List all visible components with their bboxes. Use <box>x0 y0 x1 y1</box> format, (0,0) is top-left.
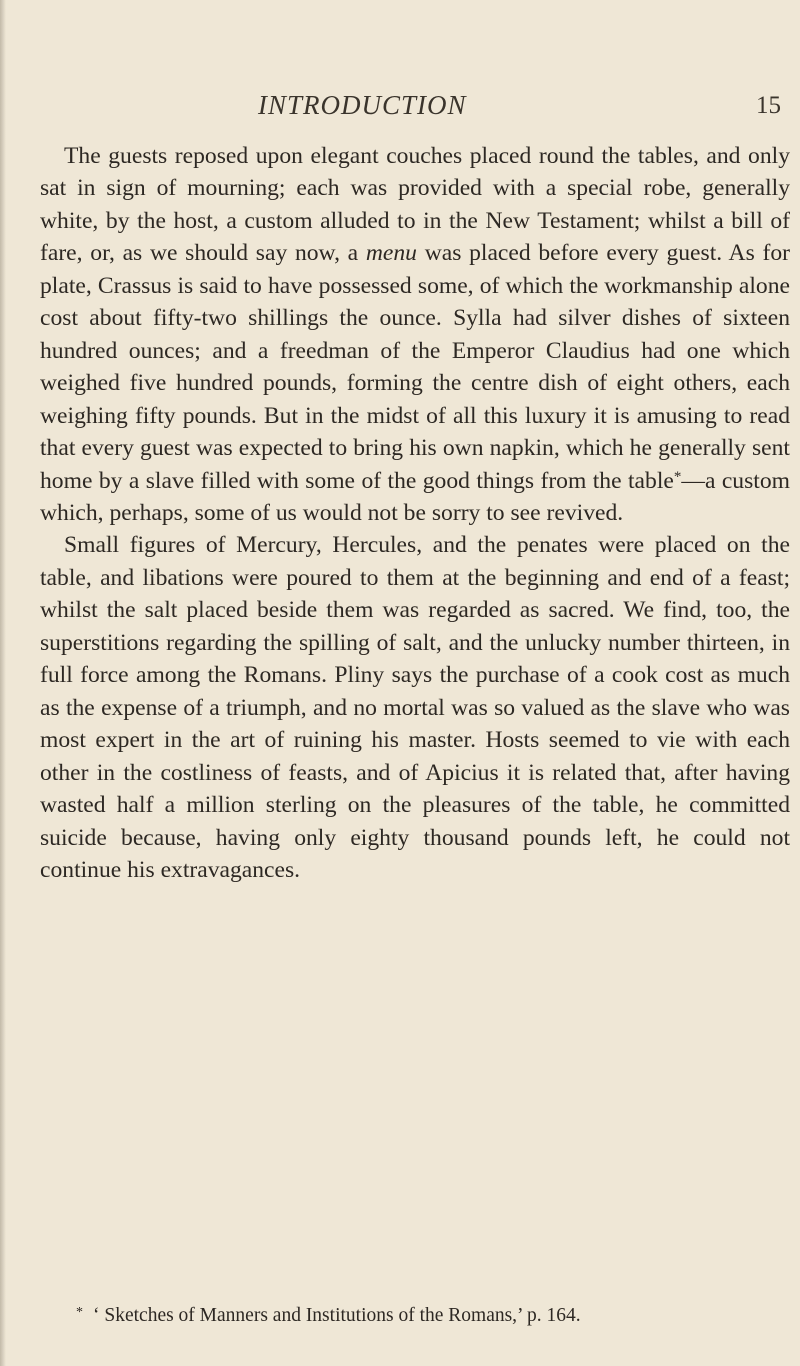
page-edge-shadow <box>0 0 6 1366</box>
paragraph-1 <box>40 140 790 529</box>
paragraph-1-part-3: —a custom which, perhaps, some of us would not be sorry to see revived. <box>40 467 790 526</box>
footnote-reference-mark: * <box>673 468 682 485</box>
footnote-mark: * <box>76 1305 83 1320</box>
footnote-text: ‘ Sketches of Manners and Institutions of the Romans,’ p. 164. <box>93 1305 581 1326</box>
paragraph-1-part-1: The guests reposed upon elegant couches placed round the tables, and only sat in sign of mourning; each was provided with a special robe, generally white, by the host, a custom alluded to in the New Testament; whilst a bill of fare, or, as we should say now, a <box>40 143 790 267</box>
paragraph-1-part-2: was placed before every guest. As for plate, Crassus is said to have possessed some, of which the workmanship alone cost about fifty-two shillings the ounce. Sylla had silver dishes of sixteen hundred ounces; and a freedman of the Emperor Claudius had one which weighed five hundred pounds, forming the centre dish of eight others, each weighing fifty pounds. But in the midst of all this luxury it is amusing to read that every guest was expected to bring his own napkin, which he generally sent home by a slave filled with some of the good things from the table <box>40 240 790 494</box>
body-text <box>40 140 790 886</box>
page-header <box>258 90 781 134</box>
italic-word-menu: menu <box>365 240 417 267</box>
paragraph-2: Small figures of Mercury, Hercules, and the penates were placed on the table, and libations were poured to them at the beginning and end of a feast; whilst the salt placed beside them was regarded as sacred. We find, too, the superstitions regarding the spilling of salt, and the unlucky number thirteen, in full force among the Romans. Pliny says the purchase of a cook cost as much as the expense of a triumph, and no mortal was so valued as the slave who was most expert in the art of ruining his master. Hosts seemed to vie with each other in the costliness of feasts, and of Apicius it is related that, after having wasted half a million sterling on the pleasures of the table, he committed suicide because, having only eighty thousand pounds left, he could not continue his extravagances. <box>40 532 790 883</box>
page-number: 15 <box>756 92 781 119</box>
running-title: INTRODUCTION <box>258 90 467 120</box>
footnote <box>76 1305 776 1327</box>
